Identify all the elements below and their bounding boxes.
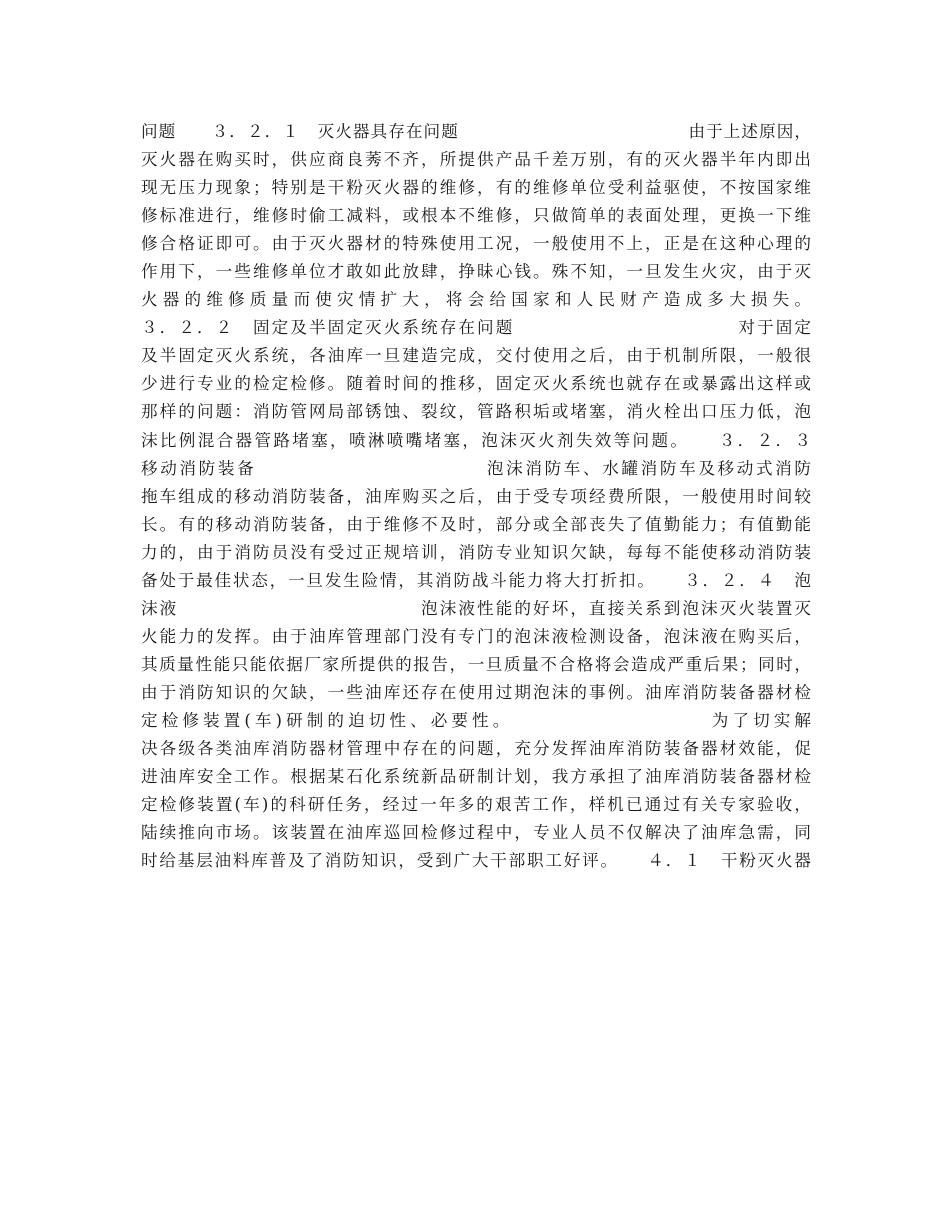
text-line: 少进行专业的检定检修。随着时间的推移，固定灭火系统也就存在或暴露出这样或 — [141, 374, 811, 394]
text-line: 那样的问题：消防管网局部锈蚀、裂纹，管路积垢或堵塞，消火栓出口压力低，泡 — [141, 402, 811, 422]
text-line: 沫液 泡沫液性能的好坏，直接关系到泡沫灭火装置灭 — [141, 598, 811, 618]
text-line: 力的，由于消防员没有受过正规培训，消防专业知识欠缺，每每不能使移动消防装 — [141, 542, 811, 562]
text-line: 进油库安全工作。根据某石化系统新品研制计划，我方承担了油库消防装备器材检 — [141, 767, 811, 787]
text-line: 及半固定灭火系统，各油库一旦建造完成，交付使用之后，由于机制所限，一般很 — [141, 346, 811, 366]
text-line: ３．２．２ 固定及半固定灭火系统存在问题 对于固定 — [141, 318, 811, 338]
text-line: 时给基层油料库普及了消防知识，受到广大干部职工好评。 ４．１ 干粉灭火器 — [141, 851, 811, 871]
text-line: 沫比例混合器管路堵塞，喷淋喷嘴堵塞，泡沫灭火剂失效等问题。 ３．２．３ — [141, 430, 811, 450]
text-line: 由于消防知识的欠缺，一些油库还存在使用过期泡沫的事例。油库消防装备器材检 — [141, 682, 811, 702]
text-line: 拖车组成的移动消防装备，油库购买之后，由于受专项经费所限，一般使用时间较 — [141, 486, 811, 506]
text-line: 作用下，一些维修单位才敢如此放肆，挣昧心钱。殊不知，一旦发生火灾，由于灭 — [141, 262, 811, 282]
text-line: 修标准进行，维修时偷工减料，或根本不维修，只做简单的表面处理，更换一下维 — [141, 206, 811, 226]
text-line: 灭火器在购买时，供应商良莠不齐，所提供产品千差万别，有的灭火器半年内即出 — [141, 150, 811, 170]
text-line: 问题 ３．２．１ 灭火器具存在问题 由于上述原因， — [141, 122, 811, 141]
body-text — [141, 118, 811, 875]
text-line: 其质量性能只能依据厂家所提供的报告，一旦质量不合格将会造成严重后果；同时， — [141, 654, 811, 674]
text-line: 陆续推向市场。该装置在油库巡回检修过程中，专业人员不仅解决了油库急需，同 — [141, 823, 811, 843]
text-line: 现无压力现象；特别是干粉灭火器的维修，有的维修单位受利益驱使，不按国家维 — [141, 178, 811, 198]
text-line: 长。有的移动消防装备，由于维修不及时，部分或全部丧失了值勤能力；有值勤能 — [141, 514, 811, 534]
text-line: 决各级各类油库消防器材管理中存在的问题，充分发挥油库消防装备器材效能，促 — [141, 739, 811, 759]
text-line: 备处于最佳状态，一旦发生险情，其消防战斗能力将大打折扣。 ３．２．４ 泡 — [141, 570, 811, 590]
text-line: 火器的维修质量而使灾情扩大，将会给国家和人民财产造成多大损失。 — [141, 290, 811, 310]
text-line: 火能力的发挥。由于油库管理部门没有专门的泡沫液检测设备，泡沫液在购买后， — [141, 626, 811, 646]
text-line: 定检修装置(车)研制的迫切性、必要性。 为了切实解 — [141, 710, 811, 730]
text-line: 修合格证即可。由于灭火器材的特殊使用工况，一般使用不上，正是在这种心理的 — [141, 234, 811, 254]
text-line: 移动消防装备 泡沫消防车、水罐消防车及移动式消防 — [141, 458, 811, 478]
text-line: 定检修装置(车)的科研任务，经过一年多的艰苦工作，样机已通过有关专家验收， — [141, 795, 811, 815]
